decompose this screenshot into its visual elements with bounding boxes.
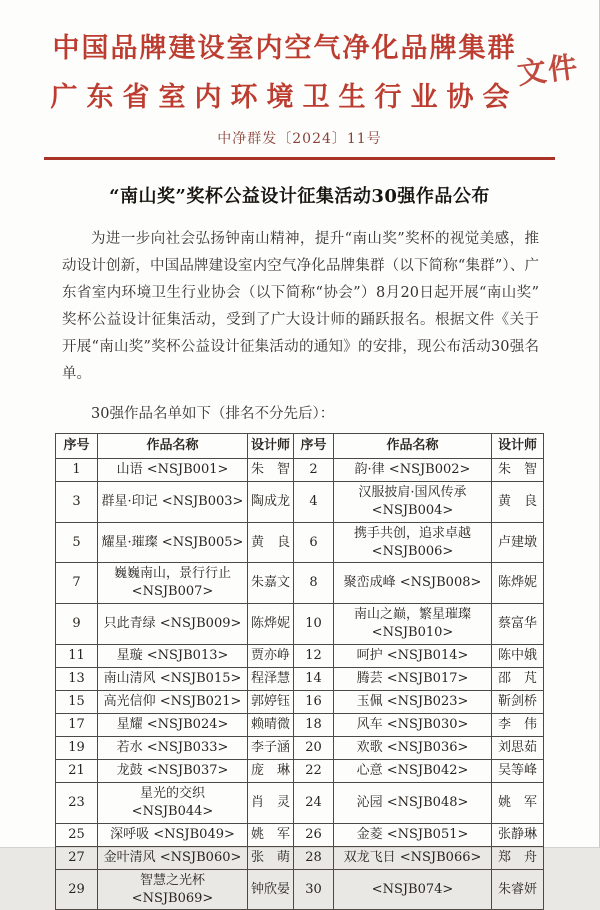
table-cell: 高光信仰 <NSJB021> <box>98 691 248 714</box>
table-cell: 24 <box>294 782 334 823</box>
table-cell: 1 <box>56 458 98 481</box>
table-row <box>56 869 544 910</box>
table-cell: 耀星·璀璨 <NSJB005> <box>98 522 248 563</box>
table-cell: 6 <box>294 522 334 563</box>
table-row <box>56 522 544 563</box>
table-cell: 朱 智 <box>248 458 294 481</box>
table-cell: 心意 <NSJB042> <box>334 759 492 782</box>
org-name-line2: 广东省室内环境卫生行业协会 <box>50 82 519 113</box>
table-cell: 双龙飞日 <NSJB066> <box>334 846 492 869</box>
document-title: “南山奖”奖杯公益设计征集活动30强作品公布 <box>109 186 490 207</box>
table-cell: 李子涵 <box>248 736 294 759</box>
table-cell: 4 <box>294 481 334 522</box>
table-cell: 22 <box>294 759 334 782</box>
table-row <box>56 563 544 604</box>
table-cell: 聚峦成峰 <NSJB008> <box>334 563 492 604</box>
table-cell: 赖晴微 <box>248 714 294 737</box>
table-cell: 巍巍南山，景行行止 <NSJB007> <box>98 563 248 604</box>
table-cell: 2 <box>294 458 334 481</box>
col-header-work-right: 作品名称 <box>334 433 492 458</box>
table-cell: 腾芸 <NSJB017> <box>334 668 492 691</box>
table-row <box>56 714 544 737</box>
table-cell: 15 <box>56 691 98 714</box>
table-cell: 郑 舟 <box>492 846 544 869</box>
table-row <box>56 481 544 522</box>
table-cell: 5 <box>56 522 98 563</box>
table-cell: 郭婷钰 <box>248 691 294 714</box>
col-header-designer-left: 设计师 <box>248 433 294 458</box>
col-header-work-left: 作品名称 <box>98 433 248 458</box>
table-cell: 刘思茹 <box>492 736 544 759</box>
table-cell: 呵护 <NSJB014> <box>334 645 492 668</box>
doc-number: 中净群发〔2024〕11号 <box>217 131 382 147</box>
table-cell: 25 <box>56 823 98 846</box>
table-row <box>56 823 544 846</box>
table-cell: 蔡富华 <box>492 604 544 645</box>
table-cell: 沁园 <NSJB048> <box>334 782 492 823</box>
col-header-index-right: 序号 <box>294 433 334 458</box>
table-cell: 11 <box>56 645 98 668</box>
table-cell: 8 <box>294 563 334 604</box>
table-cell: 20 <box>294 736 334 759</box>
table-header <box>56 433 544 458</box>
table-cell: 28 <box>294 846 334 869</box>
table-cell: 星光的交织 <NSJB044> <box>98 782 248 823</box>
table-cell: 陶成龙 <box>248 481 294 522</box>
table-cell: 金叶清风 <NSJB060> <box>98 846 248 869</box>
table-cell: <NSJB074> <box>334 869 492 910</box>
doc-type-label: 文件 <box>515 49 582 91</box>
table-cell: 若水 <NSJB033> <box>98 736 248 759</box>
table-cell: 携手共创，追求卓越 <NSJB006> <box>334 522 492 563</box>
table-cell: 深呼吸 <NSJB049> <box>98 823 248 846</box>
red-divider <box>44 157 555 160</box>
table-cell: 智慧之光杯 <NSJB069> <box>98 869 248 910</box>
table-cell: 庞 琳 <box>248 759 294 782</box>
table-row <box>56 458 544 481</box>
table-row <box>56 691 544 714</box>
table-cell: 姚 军 <box>248 823 294 846</box>
table-row <box>56 782 544 823</box>
list-intro: 30强作品名单如下（排名不分先后）： <box>91 405 335 422</box>
table-row <box>56 736 544 759</box>
table-cell: 12 <box>294 645 334 668</box>
table-cell: 南山之巅，繁星璀璨 <NSJB010> <box>334 604 492 645</box>
table-cell: 9 <box>56 604 98 645</box>
table-cell: 26 <box>294 823 334 846</box>
table-cell: 风车 <NSJB030> <box>334 714 492 737</box>
table-cell: 14 <box>294 668 334 691</box>
table-cell: 程泽慧 <box>248 668 294 691</box>
col-header-designer-right: 设计师 <box>492 433 544 458</box>
body-paragraph: 为进一步向社会弘扬钟南山精神，提升“南山奖”奖杯的视觉美感，推动设计创新，中国品牌建设室内空气净化品牌集群（以下简称“集群”）、广东省室内环境卫生行业协会（以下简称“协会”）8月20日起开展“南山奖”奖杯公益设计征集活动，受到了广大设计师的踊跃报名。根据文件《关于开展“南山奖”奖杯公益设计征集活动的通知》的安排，现公布活动30强名单。 <box>62 231 539 382</box>
table-cell: 陈烨妮 <box>492 563 544 604</box>
table-cell: 29 <box>56 869 98 910</box>
table-cell: 欢歌 <NSJB036> <box>334 736 492 759</box>
table-row <box>56 846 544 869</box>
table-row <box>56 759 544 782</box>
table-cell: 7 <box>56 563 98 604</box>
table-cell: 山语 <NSJB001> <box>98 458 248 481</box>
table-cell: 卢建墩 <box>492 522 544 563</box>
table-cell: 18 <box>294 714 334 737</box>
table-cell: 韵·律 <NSJB002> <box>334 458 492 481</box>
table-cell: 10 <box>294 604 334 645</box>
table-cell: 27 <box>56 846 98 869</box>
table-cell: 朱嘉文 <box>248 563 294 604</box>
table-cell: 群星·印记 <NSJB003> <box>98 481 248 522</box>
table-cell: 13 <box>56 668 98 691</box>
table-cell: 朱 智 <box>492 458 544 481</box>
table-cell: 朱睿妍 <box>492 869 544 910</box>
letterhead <box>0 0 599 114</box>
table-row <box>56 604 544 645</box>
table-cell: 金菱 <NSJB051> <box>334 823 492 846</box>
table-cell: 南山清风 <NSJB015> <box>98 668 248 691</box>
col-header-index-left: 序号 <box>56 433 98 458</box>
table-cell: 3 <box>56 481 98 522</box>
table-cell: 靳剑桥 <box>492 691 544 714</box>
table-cell: 李 伟 <box>492 714 544 737</box>
table-cell: 陈烨妮 <box>248 604 294 645</box>
table-row <box>56 645 544 668</box>
shortlist-table <box>55 433 544 910</box>
table-cell: 张静琳 <box>492 823 544 846</box>
org-name-line1: 中国品牌建设室内空气净化品牌集群 <box>52 33 517 64</box>
table-header-row <box>56 433 544 458</box>
table-cell: 龙鼓 <NSJB037> <box>98 759 248 782</box>
table-cell: 贾亦峥 <box>248 645 294 668</box>
table-cell: 陈中娥 <box>492 645 544 668</box>
table-cell: 吴等峰 <box>492 759 544 782</box>
table-row <box>56 668 544 691</box>
table-cell: 30 <box>294 869 334 910</box>
table-cell: 黄 良 <box>248 522 294 563</box>
table-cell: 玉佩 <NSJB023> <box>334 691 492 714</box>
table-cell: 19 <box>56 736 98 759</box>
table-cell: 星耀 <NSJB024> <box>98 714 248 737</box>
table-cell: 邵 芃 <box>492 668 544 691</box>
table-cell: 只此青绿 <NSJB009> <box>98 604 248 645</box>
table-cell: 姚 军 <box>492 782 544 823</box>
table-cell: 23 <box>56 782 98 823</box>
table-cell: 黄 良 <box>492 481 544 522</box>
table-body <box>56 458 544 910</box>
table-cell: 21 <box>56 759 98 782</box>
table-cell: 肖 灵 <box>248 782 294 823</box>
table-cell: 17 <box>56 714 98 737</box>
table-cell: 16 <box>294 691 334 714</box>
table-cell: 星璇 <NSJB013> <box>98 645 248 668</box>
table-cell: 钟欣晏 <box>248 869 294 910</box>
table-cell: 汉服披肩·国风传承 <NSJB004> <box>334 481 492 522</box>
table-cell: 张 萌 <box>248 846 294 869</box>
